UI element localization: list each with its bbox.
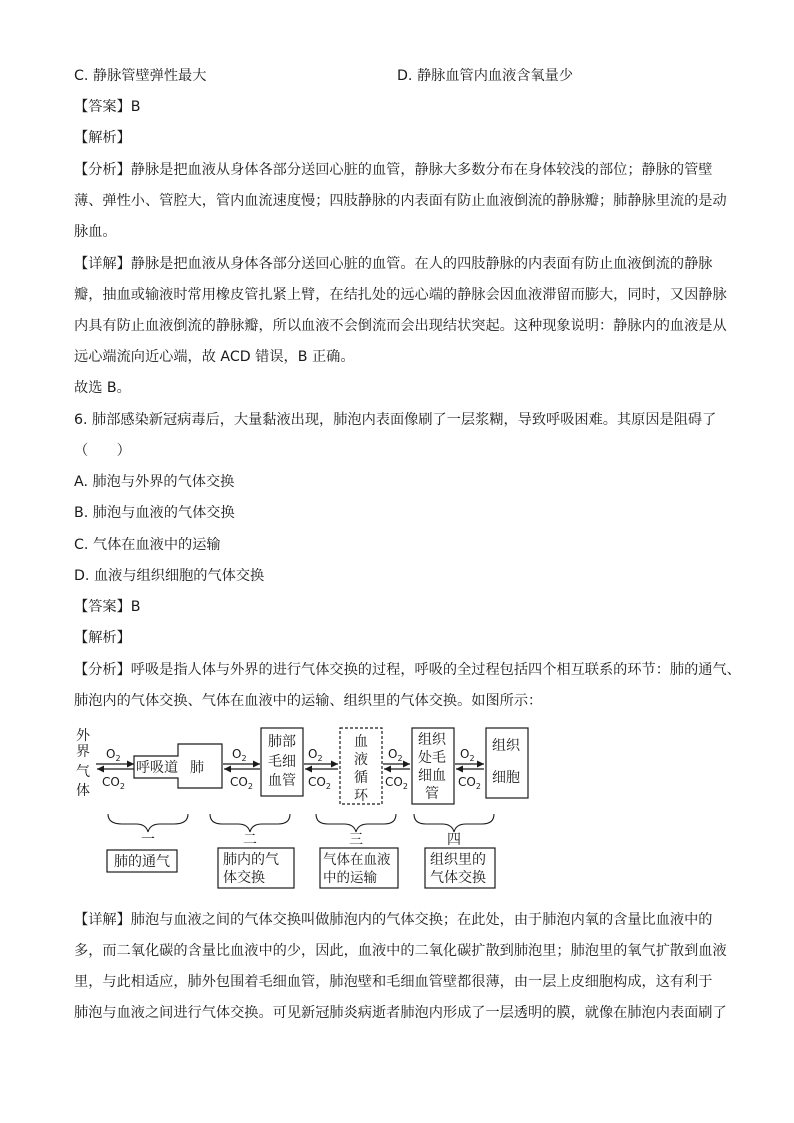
- q6-option-a: A. 肺泡与外界的气体交换: [74, 474, 235, 490]
- blood-circulation-char: 环: [354, 788, 368, 804]
- lung-capillary-line: 肺部: [268, 734, 296, 750]
- lung-capillary-label: [268, 733, 296, 789]
- q5-fenxi-line: 薄、弹性小、管腔大，管内血流速度慢；四肢静脉的内表面有防止血液倒流的静脉瓣；肺静脉里流的是动: [74, 193, 727, 209]
- co2-label: $CO_2$: [385, 775, 408, 791]
- gas-arrows-3: [304, 747, 338, 791]
- blood-circulation-char: 液: [354, 752, 368, 768]
- stage-label-line: 气体在血液: [323, 852, 391, 868]
- lung-label: 肺: [190, 760, 204, 776]
- q5-xiangjie-line: 【详解】静脉是把血液从身体各部分送回心脏的血管。在人的四肢静脉的内表面有防止血液倒流的静脉: [74, 256, 713, 272]
- tissue-cell-label: [492, 738, 521, 786]
- lung-capillary-line: 血管: [268, 773, 296, 789]
- outside-air-char: 体: [76, 783, 90, 799]
- q5-conclusion: 故选 B。: [74, 380, 131, 396]
- outside-air-char: 外: [76, 728, 90, 744]
- q5-analysis-heading: 【解析】: [74, 130, 131, 146]
- tissue-capillary-label: [418, 732, 447, 802]
- tissue-capillary-line: 细血: [418, 768, 446, 784]
- stage-number: 四: [447, 832, 461, 848]
- co2-label: $CO_2$: [458, 775, 481, 791]
- q6-fenxi-line: 【分析】呼吸是指人体与外界的进行气体交换的过程，呼吸的全过程包括四个相互联系的环节：肺的通气、: [74, 662, 741, 678]
- q6-option-b: B. 肺泡与血液的气体交换: [74, 505, 235, 521]
- blood-circulation-char: 循: [354, 770, 368, 786]
- o2-label: $O_2$: [460, 747, 475, 763]
- q6-xiangjie-line: 里，与此相适应，肺外包围着毛细血管，肺泡壁和毛细血管壁都很薄，由一层上皮细胞构成，这有利于: [74, 974, 713, 990]
- gas-arrows-1: [96, 747, 134, 791]
- q6-option-c: C. 气体在血液中的运输: [74, 537, 221, 553]
- brace-1: [108, 814, 188, 832]
- outside-air-char: 界: [76, 744, 90, 760]
- respiration-diagram-svg: [70, 722, 540, 894]
- stage-number: 一: [141, 832, 155, 848]
- stage-numbers: [141, 832, 461, 848]
- q5-fenxi-line: 脉血。: [74, 224, 117, 240]
- q5-xiangjie-line: 内具有防止血液倒流的静脉瓣，所以血液不会倒流而会出现结状突起。这种现象说明：静脉内的血液是从: [74, 318, 727, 334]
- stage-label-line: 组织里的: [430, 852, 486, 868]
- airway-label: 呼吸道: [136, 760, 178, 776]
- gas-arrows-4: [383, 747, 410, 791]
- co2-label: $CO_2$: [308, 775, 331, 791]
- q6-xiangjie-line: 【详解】肺泡与血液之间的气体交换叫做肺泡内的气体交换；在此处，由于肺泡内氧的含量比血液中的: [74, 912, 713, 928]
- q6-option-d: D. 血液与组织细胞的气体交换: [74, 568, 265, 584]
- tissue-capillary-line: 组织: [418, 732, 446, 748]
- lung-capillary-line: 毛细: [268, 754, 296, 770]
- outside-air-char: 气: [76, 764, 90, 780]
- co2-label: $CO_2$: [102, 775, 125, 791]
- stage-number: 二: [243, 832, 257, 848]
- q6-xiangjie-line: 多，而二氧化碳的含量比血液中的少，因此，血液中的二氧化碳扩散到肺泡里；肺泡里的氧气扩散到血液: [74, 943, 727, 959]
- tissue-capillary-line: 管: [425, 786, 439, 802]
- q6-answer: 【答案】B: [74, 599, 141, 615]
- o2-label: $O_2$: [106, 747, 121, 763]
- stage-braces: [108, 814, 494, 832]
- brace-4: [414, 814, 494, 832]
- stage-label-line: 肺的通气: [114, 854, 170, 870]
- respiration-diagram: [70, 722, 540, 894]
- stage-label-line: 体交换: [223, 870, 265, 886]
- o2-label: $O_2$: [388, 747, 403, 763]
- stage-label-line: 气体交换: [430, 870, 486, 886]
- co2-label: $CO_2$: [230, 775, 253, 791]
- q5-fenxi-line: 【分析】静脉是把血液从身体各部分送回心脏的血管，静脉大多数分布在身体较浅的部位；静脉的管壁: [74, 162, 713, 178]
- tissue-cell-line: 组织: [492, 738, 520, 754]
- q6-analysis-heading: 【解析】: [74, 630, 131, 646]
- outside-air-label: [76, 728, 91, 799]
- q5-xiangjie-line: 远心端流向近心端，故 ACD 错误，B 正确。: [74, 349, 355, 365]
- tissue-cell-line: 细胞: [492, 770, 520, 786]
- brace-2: [210, 814, 290, 832]
- q6-fenxi-line: 肺泡内的气体交换、气体在血液中的运输、组织里的气体交换。如图所示：: [74, 693, 543, 709]
- brace-3: [316, 814, 396, 832]
- blood-circulation-label: [354, 734, 369, 804]
- blood-circulation-char: 血: [354, 734, 368, 750]
- q5-option-c: C. 静脉管壁弹性最大: [74, 68, 207, 84]
- o2-label: $O_2$: [232, 747, 247, 763]
- q5-xiangjie-line: 瓣，抽血或输液时常用橡皮管扎紧上臂，在结扎处的远心端的静脉会因血液滞留而膨大，同时，又因静脉: [74, 287, 727, 303]
- tissue-capillary-line: 处毛: [418, 750, 446, 766]
- stage-label-line: 肺内的气: [223, 852, 279, 868]
- q6-stem-blank: （ ）: [74, 443, 131, 459]
- stage-label-line: 中的运输: [323, 870, 377, 886]
- gas-arrows-2: [223, 747, 260, 791]
- q6-stem: 6. 肺部感染新冠病毒后，大量黏液出现，肺泡内表面像刷了一层浆糊，导致呼吸困难。其原因是阻碍了: [74, 412, 717, 428]
- gas-arrows-5: [455, 747, 484, 791]
- o2-label: $O_2$: [308, 747, 323, 763]
- stage-number: 三: [349, 832, 363, 848]
- q6-xiangjie-line: 肺泡与血液之间进行气体交换。可见新冠肺炎病逝者肺泡内形成了一层透明的膜，就像在肺泡内表面刷了: [74, 1005, 727, 1021]
- q5-answer: 【答案】B: [74, 99, 141, 115]
- q5-option-d: D. 静脉血管内血液含氧量少: [397, 68, 574, 84]
